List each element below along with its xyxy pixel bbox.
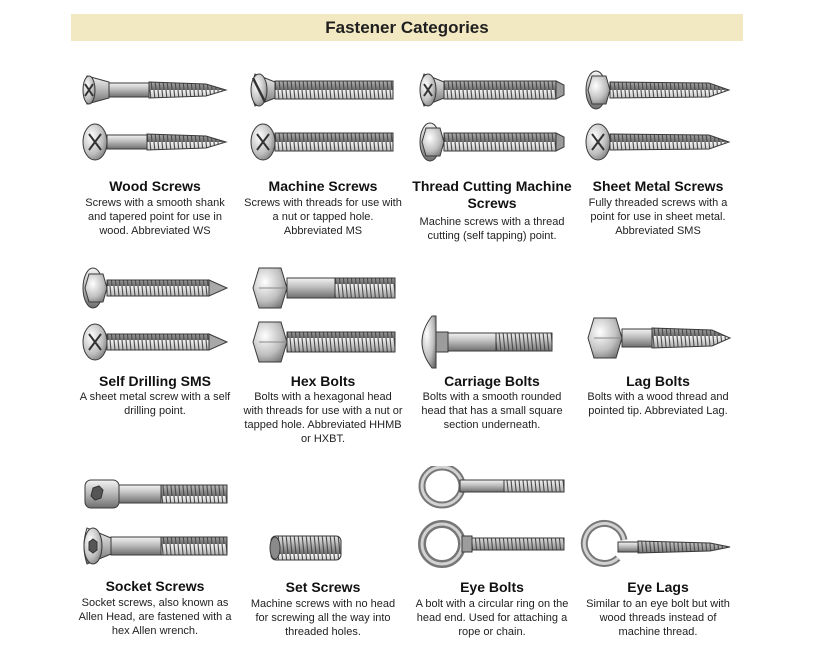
- category-hex-bolts: [243, 262, 403, 445]
- category-description: Socket screws, also known as Allen Head, are fastened with a hex Allen wrench.: [78, 597, 232, 637]
- round-head-machine-screw: [251, 124, 393, 160]
- category-name: Carriage Bolts: [444, 373, 540, 389]
- category-thread-cutting-machine-screws: [412, 62, 572, 242]
- category-carriage-bolts: [412, 262, 572, 431]
- category-description: Bolts with a wood thread and pointed tip. Abbreviated Lag.: [587, 391, 729, 417]
- round-head-self-drilling-screw: [83, 324, 227, 360]
- sheet-metal-screw-illustration: [578, 62, 738, 172]
- round-head-wood-screw: [83, 124, 226, 160]
- flat-head-wood-screw: [83, 76, 226, 104]
- category-name: Socket Screws: [105, 578, 205, 594]
- category-eye-lags: [578, 466, 738, 638]
- eye-lag-illustration: [578, 466, 738, 576]
- category-name: Self Drilling SMS: [98, 373, 211, 389]
- flat-head-machine-screw: [251, 74, 393, 106]
- self-drilling-screw-illustration: [75, 262, 235, 372]
- eye-lag: [584, 523, 730, 563]
- hex-head-sheet-metal-screw: [586, 71, 729, 109]
- hex-washer-thread-cutting-screw: [420, 123, 564, 161]
- lag-bolt-illustration: [578, 262, 738, 372]
- shoulder-eye-bolt: [422, 524, 564, 564]
- category-description: Machine screws with a thread cutting (self tapping) point.: [419, 216, 565, 242]
- category-name: Eye Lags: [627, 579, 689, 595]
- category-wood-screws: [75, 62, 235, 237]
- category-description: Machine screws with no head for screwing all the way into threaded holes.: [250, 598, 396, 638]
- category-sheet-metal-screws: [578, 62, 738, 237]
- category-socket-screws: [75, 466, 235, 637]
- category-description: Bolts with a smooth rounded head that has a small square section underneath.: [421, 391, 563, 431]
- flat-head-thread-cutting-screw: [420, 74, 564, 106]
- lag-bolt: [588, 318, 730, 358]
- set-screw: [270, 536, 341, 560]
- category-description: A bolt with a circular ring on the head end. Used for attaching a rope or chain.: [415, 598, 569, 638]
- hex-head-self-drilling-screw: [83, 268, 227, 308]
- category-description: Screws with threads for use with a nut or tapped hole. Abbreviated MS: [244, 197, 402, 237]
- eye-bolt-illustration: [412, 466, 572, 576]
- full-thread-hex-bolt: [253, 322, 395, 362]
- category-description: Fully threaded screws with a point for use in sheet metal. Abbreviated SMS: [588, 197, 728, 237]
- category-name: Wood Screws: [109, 178, 201, 194]
- category-name: Sheet Metal Screws: [592, 178, 724, 194]
- category-description: A sheet metal screw with a self drilling point.: [79, 391, 231, 417]
- header-band: [71, 14, 743, 41]
- carriage-bolt-illustration: [412, 262, 572, 372]
- category-set-screws: [243, 466, 403, 638]
- round-head-sheet-metal-screw: [586, 124, 729, 160]
- category-machine-screws: [243, 62, 403, 237]
- socket-cap-screw: [85, 480, 227, 508]
- category-description: Screws with a smooth shank and tapered point for use in wood. Abbreviated WS: [85, 197, 225, 237]
- thread-cutting-screw-illustration: [412, 62, 572, 172]
- category-description: Bolts with a hexagonal head with threads for use with a nut or tapped hole. Abbreviated HHMB or HXBT.: [243, 391, 403, 445]
- category-description: Similar to an eye bolt but with wood threads instead of machine thread.: [586, 598, 730, 638]
- set-screw-illustration: [243, 466, 403, 576]
- hex-bolt-illustration: [243, 262, 403, 372]
- category-name: Thread Cutting Machine Screws: [412, 178, 572, 211]
- socket-screw-illustration: [75, 466, 235, 576]
- category-lag-bolts: [578, 262, 738, 417]
- partial-thread-hex-bolt: [253, 268, 395, 308]
- wood-screw-illustration: [75, 62, 235, 172]
- category-name: Hex Bolts: [290, 373, 356, 389]
- category-name: Machine Screws: [268, 178, 378, 194]
- category-name: Eye Bolts: [460, 579, 524, 595]
- category-name: Lag Bolts: [626, 373, 690, 389]
- category-name: Set Screws: [285, 579, 361, 595]
- category-self-drilling-sms: [75, 262, 235, 417]
- machine-screw-illustration: [243, 62, 403, 172]
- carriage-bolt: [422, 316, 552, 368]
- flat-socket-screw: [84, 528, 227, 564]
- page-title: Fastener Categories: [325, 18, 489, 37]
- category-eye-bolts: [412, 466, 572, 638]
- partial-thread-eye-bolt: [422, 467, 564, 505]
